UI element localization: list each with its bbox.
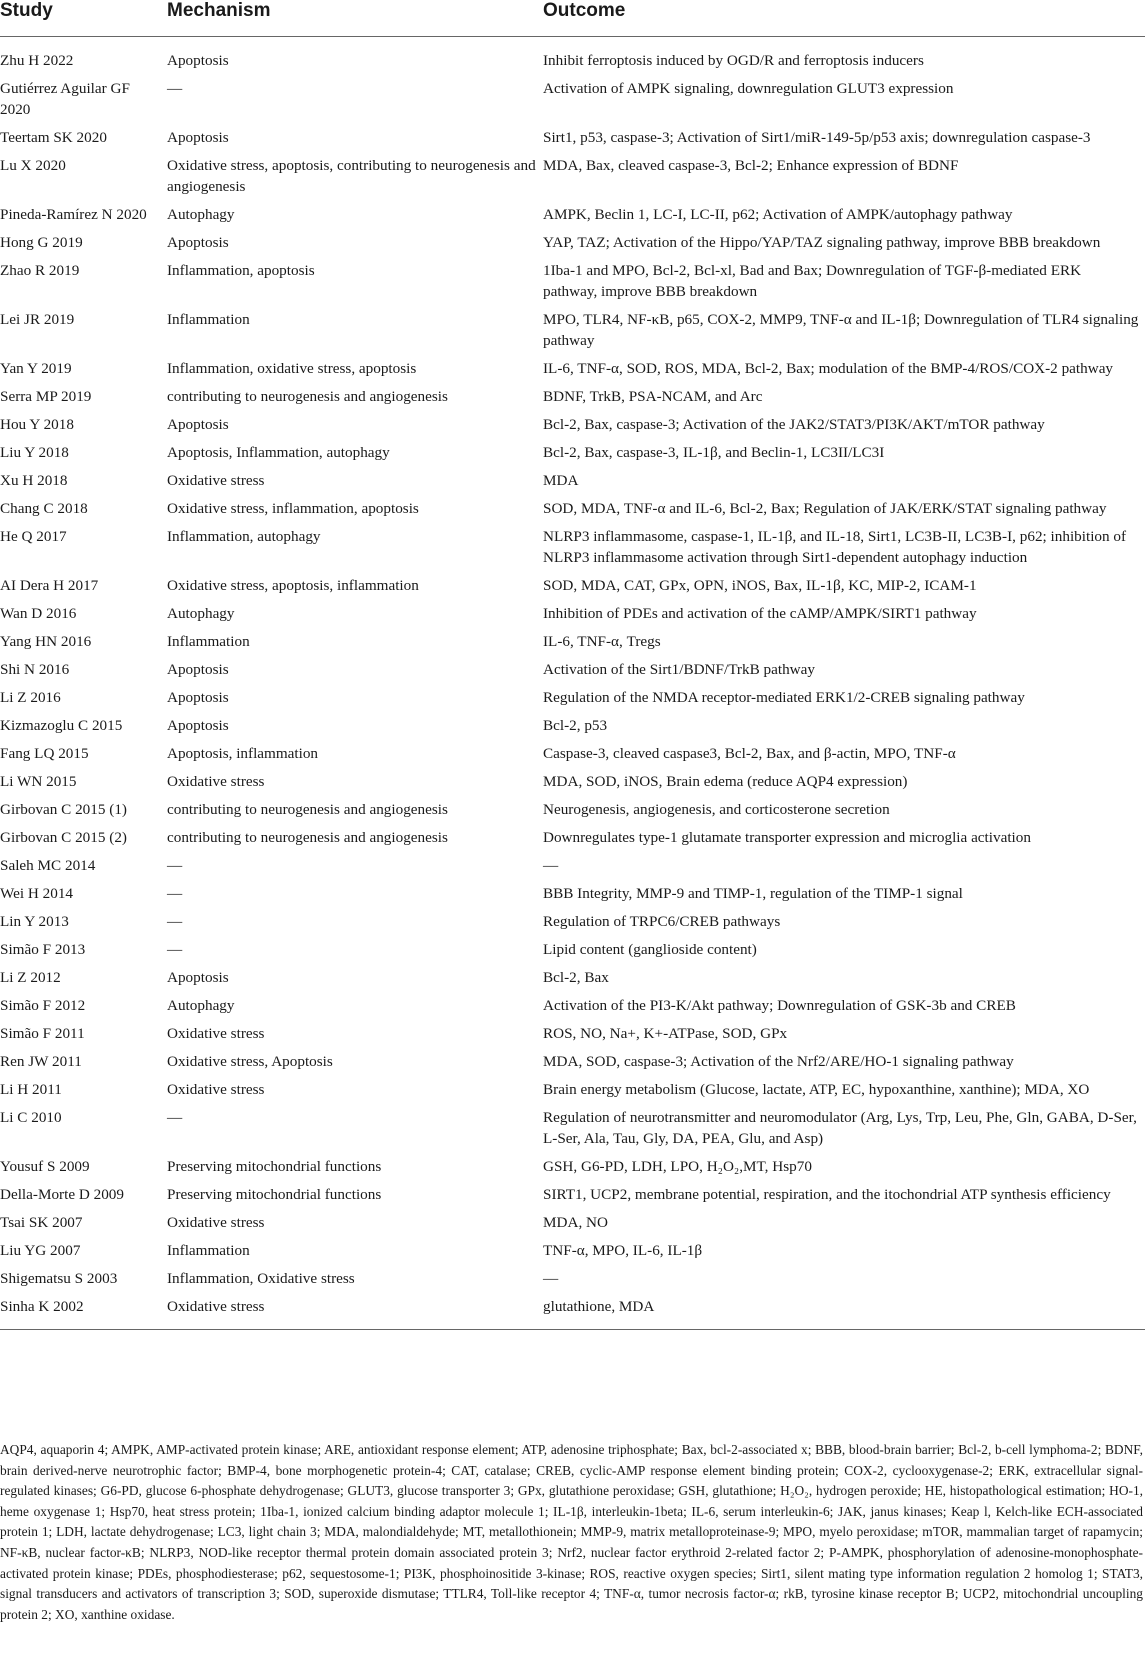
cell-outcome: Lipid content (ganglioside content) [543, 941, 757, 958]
cell-study: Li Z 2016 [0, 689, 61, 706]
cell-study: Liu YG 2007 [0, 1242, 81, 1259]
cell-outcome: IL-6, TNF-α, Tregs [543, 633, 661, 650]
cell-study: Girbovan C 2015 (2) [0, 829, 127, 846]
table-row [0, 823, 1145, 851]
cell-study: Wan D 2016 [0, 605, 77, 622]
cell-study: Yousuf S 2009 [0, 1158, 90, 1175]
table-row [0, 739, 1145, 767]
table-row [0, 795, 1145, 823]
cell-study: Wei H 2014 [0, 885, 74, 902]
cell-outcome: TNF-α, MPO, IL-6, IL-1β [543, 1242, 703, 1259]
table-row [0, 963, 1145, 991]
table-row [0, 991, 1145, 1019]
cell-outcome: Regulation of TRPC6/CREB pathways [543, 913, 781, 930]
cell-study: He Q 2017 [0, 528, 67, 545]
cell-mechanism: Inflammation [167, 633, 250, 650]
cell-mechanism: Oxidative stress, apoptosis, inflammation [167, 577, 419, 594]
cell-outcome: Regulation of neurotransmitter and neuromodulator (Arg, Lys, Trp, Leu, Phe, Gln, GABA, D-Ser, L-Ser, Ala, Tau, Gly, DA, PEA, Glu, and Asp) [543, 1109, 1137, 1147]
cell-outcome: BBB Integrity, MMP-9 and TIMP-1, regulation of the TIMP-1 signal [543, 885, 963, 902]
cell-mechanism: Apoptosis [167, 717, 229, 734]
cell-mechanism: Autophagy [167, 997, 235, 1014]
table-row [0, 711, 1145, 739]
cell-mechanism: Oxidative stress, inflammation, apoptosis [167, 500, 419, 517]
table-row [0, 1208, 1145, 1236]
cell-study: Lu X 2020 [0, 157, 66, 174]
cell-study: Li Z 2012 [0, 969, 61, 986]
cell-outcome: Bcl-2, p53 [543, 717, 608, 734]
cell-study: AI Dera H 2017 [0, 577, 99, 594]
cell-outcome: Sirt1, p53, caspase-3; Activation of Sirt1/miR-149-5p/p53 axis; downregulation caspase-3 [543, 129, 1091, 146]
cell-study: Lei JR 2019 [0, 311, 75, 328]
cell-mechanism: — [167, 1109, 183, 1126]
cell-study: Ren JW 2011 [0, 1053, 82, 1070]
table-row [0, 879, 1145, 907]
table-row [0, 599, 1145, 627]
table-row [0, 655, 1145, 683]
cell-mechanism: Preserving mitochondrial functions [167, 1158, 382, 1175]
cell-outcome: MDA, NO [543, 1214, 608, 1231]
cell-outcome: Bcl-2, Bax, caspase-3, IL-1β, and Beclin-1, LC3II/LC3I [543, 444, 885, 461]
cell-mechanism: contributing to neurogenesis and angiogenesis [167, 388, 448, 405]
cell-study: Girbovan C 2015 (1) [0, 801, 127, 818]
cell-outcome: Activation of the Sirt1/BDNF/TrkB pathway [543, 661, 815, 678]
cell-mechanism: Apoptosis [167, 52, 229, 69]
cell-study: Lin Y 2013 [0, 913, 69, 930]
table-row [0, 571, 1145, 599]
table-row [0, 410, 1145, 438]
table-row [0, 627, 1145, 655]
cell-study: Fang LQ 2015 [0, 745, 89, 762]
cell-study: Yan Y 2019 [0, 360, 72, 377]
cell-study: Kizmazoglu C 2015 [0, 717, 123, 734]
cell-outcome: Activation of the PI3-K/Akt pathway; Downregulation of GSK-3b and CREB [543, 997, 1016, 1014]
cell-outcome: ROS, NO, Na+, K+-ATPase, SOD, GPx [543, 1025, 788, 1042]
cell-study: Liu Y 2018 [0, 444, 69, 461]
cell-study: Li C 2010 [0, 1109, 62, 1126]
cell-mechanism: Inflammation, Oxidative stress [167, 1270, 355, 1287]
cell-mechanism: Oxidative stress [167, 1081, 265, 1098]
table-row [0, 256, 1145, 305]
table-row [0, 74, 1145, 123]
cell-outcome: MDA, Bax, cleaved caspase-3, Bcl-2; Enhance expression of BDNF [543, 157, 959, 174]
table-row [0, 907, 1145, 935]
cell-study: Chang C 2018 [0, 500, 88, 517]
cell-outcome: YAP, TAZ; Activation of the Hippo/YAP/TAZ signaling pathway, improve BBB breakdown [543, 234, 1101, 251]
cell-mechanism: Inflammation, autophagy [167, 528, 321, 545]
table-row [0, 382, 1145, 410]
cell-outcome: SOD, MDA, TNF-α and IL-6, Bcl-2, Bax; Regulation of JAK/ERK/STAT signaling pathway [543, 500, 1107, 517]
cell-study: Li WN 2015 [0, 773, 77, 790]
cell-mechanism: — [167, 885, 183, 902]
cell-outcome: — [543, 1270, 559, 1287]
table-row [0, 1019, 1145, 1047]
cell-mechanism: — [167, 941, 183, 958]
table-row [0, 1103, 1145, 1152]
cell-outcome: SIRT1, UCP2, membrane potential, respiration, and the itochondrial ATP synthesis efficiency [543, 1186, 1111, 1203]
cell-outcome: SOD, MDA, CAT, GPx, OPN, iNOS, Bax, IL-1β, KC, MIP-2, ICAM-1 [543, 577, 977, 594]
table-row [0, 1180, 1145, 1208]
table-row [0, 466, 1145, 494]
table-row [0, 354, 1145, 382]
table-body [0, 37, 1145, 1330]
cell-study: Gutiérrez Aguilar GF 2020 [0, 80, 130, 118]
table-row [0, 1236, 1145, 1264]
header-outcome: Outcome [543, 0, 1145, 37]
cell-outcome: Inhibit ferroptosis induced by OGD/R and ferroptosis inducers [543, 52, 924, 69]
table-row [0, 305, 1145, 354]
table-row [0, 683, 1145, 711]
cell-study: Della-Morte D 2009 [0, 1186, 124, 1203]
cell-study: Li H 2011 [0, 1081, 62, 1098]
table-row [0, 1264, 1145, 1292]
header-mechanism: Mechanism [167, 0, 543, 37]
cell-mechanism: Oxidative stress, apoptosis, contributing to neurogenesis and angiogenesis [167, 157, 536, 195]
table-row [0, 37, 1145, 75]
cell-study: Sinha K 2002 [0, 1292, 167, 1330]
cell-outcome: Activation of AMPK signaling, downregulation GLUT3 expression [543, 80, 954, 97]
cell-mechanism: Inflammation, oxidative stress, apoptosis [167, 360, 417, 377]
cell-outcome: BDNF, TrkB, PSA-NCAM, and Arc [543, 388, 763, 405]
abbreviations-footnote: AQP4, aquaporin 4; AMPK, AMP-activated protein kinase; ARE, antioxidant response element; ATP, adenosine triphosphate; Bax, bcl-2-associated x; BBB, blood-brain barrier; Bcl-2, b-cell lymphoma-2; BDNF, brain derived-nerve neurotrophic factor; BMP-4, bone morphogenetic protein-4; CAT, catalase; CREB, cyclic-AMP response element binding protein; COX-2, cyclooxygenase-2; ERK, extracellular signal-regulated kinases; G6-PD, glucose 6-phosphate dehydrogenase; GLUT3, glucose transporter 3; GPx, glutathione peroxidase; GSH, glutathione; H₂O₂, hydrogen peroxide; HE, histopathological estimation; HO-1, heme oxygenase 1; Hsp70, heat stress protein; 1Iba-1, ionized calcium binding adaptor molecule 1; IL-1β, interleukin-1beta; IL-6, serum interleukin-6; JAK, janus kinases; Keap l, Kelch-like ECH-associated protein 1; LDH, lactate dehydrogenase; LC3, light chain 3; MDA, malondialdehyde; MT, metallothionein; MMP-9, matrix metalloproteinase-9; MPO, myelo peroxidase; mTOR, mammalian target of rapamycin; NF-κB, nuclear factor-κB; NLRP3, NOD-like receptor thermal protein domain associated protein 3; Nrf2, nuclear factor erythroid 2-related factor 2; P-AMPK, phosphorylation of adenosine-monophosphate-activated protein kinase; PDEs, phosphodiesterase; p62, sequestosome-1; PI3K, phosphoinositide 3-kinase; ROS, reactive oxygen species; Sirt1, silent mating type information regulation 2 homolog 1; STAT3, signal transducers and activators of transcription 3; SOD, superoxide dismutase; TTLR4, Toll-like receptor 4; TNF-α, tumor necrosis factor-α; rkB, tyrosine kinase receptor B; UCP2, mitochondrial uncoupling protein 2; XO, xanthine oxidase. [0, 1442, 1143, 1622]
cell-outcome: Regulation of the NMDA receptor-mediated ERK1/2-CREB signaling pathway [543, 689, 1025, 706]
cell-mechanism: — [167, 913, 183, 930]
table-row [0, 851, 1145, 879]
cell-mechanism: Oxidative stress, Apoptosis [167, 1053, 333, 1070]
cell-mechanism: Inflammation [167, 1242, 250, 1259]
cell-study: Tsai SK 2007 [0, 1214, 83, 1231]
cell-mechanism: Inflammation, apoptosis [167, 262, 315, 279]
cell-outcome: Bcl-2, Bax [543, 969, 609, 986]
cell-study: Pineda-Ramírez N 2020 [0, 206, 147, 223]
cell-outcome: Caspase-3, cleaved caspase3, Bcl-2, Bax, and β-actin, MPO, TNF-α [543, 745, 956, 762]
cell-outcome: AMPK, Beclin 1, LC-I, LC-II, p62; Activation of AMPK/autophagy pathway [543, 206, 1013, 223]
cell-mechanism: contributing to neurogenesis and angiogenesis [167, 801, 448, 818]
table-row [0, 935, 1145, 963]
cell-study: Hou Y 2018 [0, 416, 74, 433]
cell-mechanism: Oxidative stress [167, 1292, 543, 1330]
cell-study: Simão F 2013 [0, 941, 86, 958]
cell-mechanism: — [167, 80, 183, 97]
cell-study: Teertam SK 2020 [0, 129, 107, 146]
cell-study: Zhu H 2022 [0, 52, 74, 69]
cell-mechanism: Inflammation [167, 311, 250, 328]
cell-mechanism: Apoptosis, inflammation [167, 745, 319, 762]
cell-study: Saleh MC 2014 [0, 857, 96, 874]
table-row [0, 1047, 1145, 1075]
cell-mechanism: Oxidative stress [167, 1025, 265, 1042]
cell-mechanism: Apoptosis [167, 129, 229, 146]
cell-mechanism: Apoptosis, Inflammation, autophagy [167, 444, 390, 461]
cell-mechanism: Oxidative stress [167, 773, 265, 790]
table-row [0, 123, 1145, 151]
cell-study: Simão F 2012 [0, 997, 86, 1014]
cell-mechanism: Preserving mitochondrial functions [167, 1186, 382, 1203]
cell-outcome: MPO, TLR4, NF-κB, p65, COX-2, MMP9, TNF-α and IL-1β; Downregulation of TLR4 signaling pathway [543, 311, 1139, 349]
table-row [0, 522, 1145, 571]
cell-outcome: IL-6, TNF-α, SOD, ROS, MDA, Bcl-2, Bax; modulation of the BMP-4/ROS/COX-2 pathway [543, 360, 1114, 377]
cell-outcome: MDA, SOD, caspase-3; Activation of the Nrf2/ARE/HO-1 signaling pathway [543, 1053, 1014, 1070]
cell-mechanism: Apoptosis [167, 416, 229, 433]
cell-mechanism: — [167, 857, 183, 874]
cell-mechanism: Apoptosis [167, 661, 229, 678]
cell-study: Yang HN 2016 [0, 633, 92, 650]
table-row [0, 228, 1145, 256]
table-row [0, 1152, 1145, 1180]
cell-outcome: — [543, 857, 559, 874]
cell-outcome: Bcl-2, Bax, caspase-3; Activation of the JAK2/STAT3/PI3K/AKT/mTOR pathway [543, 416, 1045, 433]
cell-study: Serra MP 2019 [0, 388, 92, 405]
table-row [0, 767, 1145, 795]
table-row [0, 1292, 1145, 1330]
cell-outcome: NLRP3 inflammasome, caspase-1, IL-1β, and IL-18, Sirt1, LC3B-II, LC3B-I, p62; inhibition of NLRP3 inflammasome activation through Sirt1-dependent autophagy induction [543, 528, 1127, 566]
cell-mechanism: Apoptosis [167, 689, 229, 706]
cell-outcome: Downregulates type-1 glutamate transporter expression and microglia activation [543, 829, 1031, 846]
table-row [0, 200, 1145, 228]
header-row [0, 0, 1145, 37]
cell-outcome: glutathione, MDA [543, 1292, 1145, 1330]
cell-outcome: GSH, G6-PD, LDH, LPO, H₂O₂,MT, Hsp70 [543, 1158, 812, 1175]
cell-outcome: Inhibition of PDEs and activation of the cAMP/AMPK/SIRT1 pathway [543, 605, 977, 622]
cell-study: Shigematsu S 2003 [0, 1270, 118, 1287]
header-study: Study [0, 0, 167, 37]
table-header [0, 0, 1145, 37]
cell-study: Shi N 2016 [0, 661, 70, 678]
cell-mechanism: Oxidative stress [167, 1214, 265, 1231]
table-row [0, 151, 1145, 200]
cell-outcome: MDA, SOD, iNOS, Brain edema (reduce AQP4 expression) [543, 773, 908, 790]
cell-study: Zhao R 2019 [0, 262, 80, 279]
cell-mechanism: Apoptosis [167, 234, 229, 251]
cell-study: Hong G 2019 [0, 234, 83, 251]
cell-outcome: 1Iba-1 and MPO, Bcl-2, Bcl-xl, Bad and Bax; Downregulation of TGF-β-mediated ERK pathway, improve BBB breakdown [543, 262, 1082, 300]
cell-mechanism: Autophagy [167, 206, 235, 223]
cell-outcome: Brain energy metabolism (Glucose, lactate, ATP, EC, hypoxanthine, xanthine); MDA, XO [543, 1081, 1090, 1098]
cell-outcome: MDA [543, 472, 579, 489]
table-row [0, 1075, 1145, 1103]
cell-mechanism: contributing to neurogenesis and angiogenesis [167, 829, 448, 846]
cell-mechanism: Autophagy [167, 605, 235, 622]
cell-outcome: Neurogenesis, angiogenesis, and corticosterone secretion [543, 801, 890, 818]
table-row [0, 438, 1145, 466]
cell-mechanism: Apoptosis [167, 969, 229, 986]
table-row [0, 494, 1145, 522]
cell-mechanism: Oxidative stress [167, 472, 265, 489]
cell-study: Xu H 2018 [0, 472, 68, 489]
cell-study: Simão F 2011 [0, 1025, 85, 1042]
